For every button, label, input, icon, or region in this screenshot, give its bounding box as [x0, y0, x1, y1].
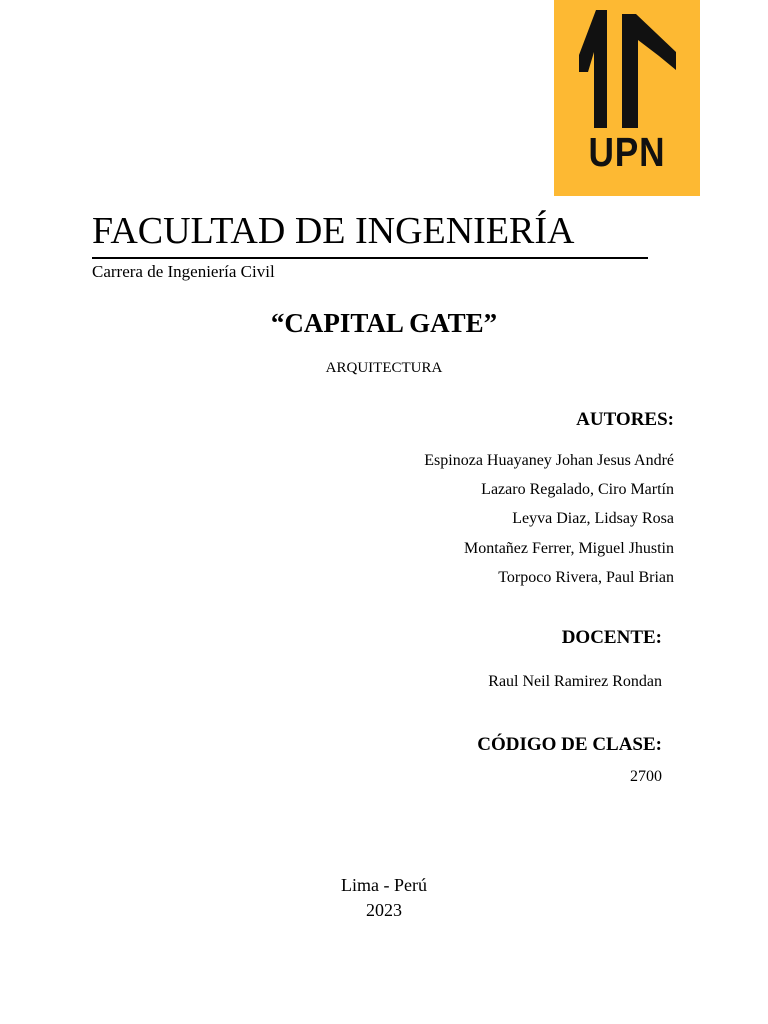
author-name: Leyva Diaz, Lidsay Rosa — [512, 510, 674, 527]
author-name: Torpoco Rivera, Paul Brian — [498, 569, 674, 586]
teacher-heading: DOCENTE: — [561, 627, 662, 648]
location: Lima - Perú — [341, 875, 427, 895]
career-subtitle: Carrera de Ingeniería Civil — [92, 262, 275, 281]
class-code-heading: CÓDIGO DE CLASE: — [477, 734, 662, 755]
title-divider — [92, 257, 648, 259]
logo-text: UPN — [588, 129, 666, 175]
project-title: “CAPITAL GATE” — [270, 308, 498, 338]
authors-heading: AUTORES: — [576, 409, 674, 430]
class-code-value: 2700 — [630, 768, 662, 785]
year: 2023 — [366, 900, 402, 920]
upn-logo — [554, 0, 700, 196]
course-name: ARQUITECTURA — [325, 360, 443, 376]
author-name: Espinoza Huayaney Johan Jesus André — [424, 452, 674, 469]
faculty-title: FACULTAD DE INGENIERÍA — [92, 210, 575, 252]
author-name: Montañez Ferrer, Miguel Jhustin — [464, 540, 674, 557]
author-name: Lazaro Regalado, Ciro Martín — [481, 481, 674, 498]
teacher-name: Raul Neil Ramirez Rondan — [488, 673, 662, 690]
